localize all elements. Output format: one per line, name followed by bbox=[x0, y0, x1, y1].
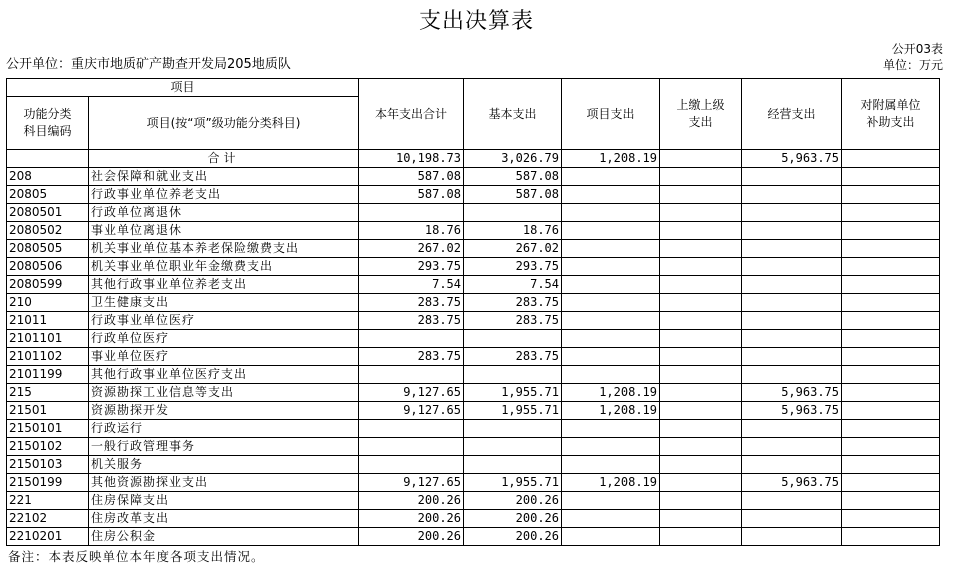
row-item-name: 其他行政事业单位养老支出 bbox=[89, 276, 359, 294]
row-project-expenditure bbox=[562, 456, 660, 474]
row-basic-expenditure: 283.75 bbox=[464, 312, 562, 330]
table-row bbox=[7, 330, 940, 348]
row-item-name: 其他行政事业单位医疗支出 bbox=[89, 366, 359, 384]
row-code: 221 bbox=[7, 492, 89, 510]
row-operating-expenditure bbox=[742, 222, 842, 240]
row-operating-expenditure bbox=[742, 204, 842, 222]
row-remitted-upper-level bbox=[660, 276, 742, 294]
row-total-expenditure bbox=[359, 366, 464, 384]
row-total-expenditure bbox=[359, 420, 464, 438]
total-v4 bbox=[660, 150, 742, 168]
row-code: 20805 bbox=[7, 186, 89, 204]
row-project-expenditure: 1,208.19 bbox=[562, 384, 660, 402]
row-code: 21011 bbox=[7, 312, 89, 330]
row-subsidiary-subsidy bbox=[842, 222, 940, 240]
row-code: 2080599 bbox=[7, 276, 89, 294]
row-basic-expenditure bbox=[464, 330, 562, 348]
row-project-expenditure bbox=[562, 348, 660, 366]
header-project: 项目 bbox=[7, 79, 359, 97]
row-project-expenditure bbox=[562, 528, 660, 546]
table-row bbox=[7, 402, 940, 420]
row-code: 2150103 bbox=[7, 456, 89, 474]
row-project-expenditure bbox=[562, 168, 660, 186]
header-operating-expenditure: 经营支出 bbox=[742, 79, 842, 150]
total-v6 bbox=[842, 150, 940, 168]
row-project-expenditure bbox=[562, 312, 660, 330]
row-remitted-upper-level bbox=[660, 438, 742, 456]
row-total-expenditure: 200.26 bbox=[359, 528, 464, 546]
row-operating-expenditure bbox=[742, 492, 842, 510]
row-project-expenditure bbox=[562, 420, 660, 438]
row-operating-expenditure bbox=[742, 276, 842, 294]
row-total-expenditure: 9,127.65 bbox=[359, 402, 464, 420]
page-title: 支出决算表 bbox=[418, 9, 534, 34]
row-operating-expenditure bbox=[742, 456, 842, 474]
row-operating-expenditure bbox=[742, 438, 842, 456]
row-basic-expenditure bbox=[464, 456, 562, 474]
row-basic-expenditure: 18.76 bbox=[464, 222, 562, 240]
row-code: 2080506 bbox=[7, 258, 89, 276]
row-basic-expenditure bbox=[464, 420, 562, 438]
row-remitted-upper-level bbox=[660, 456, 742, 474]
row-item-name: 其他资源勘探业支出 bbox=[89, 474, 359, 492]
row-item-name: 机关事业单位职业年金缴费支出 bbox=[89, 258, 359, 276]
row-operating-expenditure bbox=[742, 294, 842, 312]
expenditure-table bbox=[6, 78, 940, 546]
row-subsidiary-subsidy bbox=[842, 240, 940, 258]
table-row bbox=[7, 186, 940, 204]
total-v5: 5,963.75 bbox=[742, 150, 842, 168]
row-subsidiary-subsidy bbox=[842, 204, 940, 222]
table-row bbox=[7, 276, 940, 294]
row-project-expenditure: 1,208.19 bbox=[562, 402, 660, 420]
row-code: 2080502 bbox=[7, 222, 89, 240]
row-code: 208 bbox=[7, 168, 89, 186]
total-row bbox=[7, 150, 940, 168]
row-item-name: 行政运行 bbox=[89, 420, 359, 438]
table-row bbox=[7, 168, 940, 186]
row-basic-expenditure: 200.26 bbox=[464, 528, 562, 546]
row-basic-expenditure: 200.26 bbox=[464, 510, 562, 528]
reporting-organization: 公开单位：重庆市地质矿产勘查开发局205地质队 bbox=[6, 57, 291, 72]
row-subsidiary-subsidy bbox=[842, 330, 940, 348]
row-total-expenditure: 18.76 bbox=[359, 222, 464, 240]
row-code: 2080501 bbox=[7, 204, 89, 222]
row-project-expenditure bbox=[562, 186, 660, 204]
table-row bbox=[7, 474, 940, 492]
row-project-expenditure bbox=[562, 366, 660, 384]
row-remitted-upper-level bbox=[660, 258, 742, 276]
row-total-expenditure bbox=[359, 330, 464, 348]
row-basic-expenditure bbox=[464, 366, 562, 384]
header-total-expenditure: 本年支出合计 bbox=[359, 79, 464, 150]
row-subsidiary-subsidy bbox=[842, 294, 940, 312]
row-basic-expenditure: 1,955.71 bbox=[464, 402, 562, 420]
row-subsidiary-subsidy bbox=[842, 402, 940, 420]
row-basic-expenditure: 7.54 bbox=[464, 276, 562, 294]
row-basic-expenditure: 200.26 bbox=[464, 492, 562, 510]
row-basic-expenditure: 283.75 bbox=[464, 348, 562, 366]
row-remitted-upper-level bbox=[660, 240, 742, 258]
row-total-expenditure: 293.75 bbox=[359, 258, 464, 276]
table-row bbox=[7, 492, 940, 510]
row-item-name: 住房保障支出 bbox=[89, 492, 359, 510]
table-row bbox=[7, 240, 940, 258]
row-total-expenditure: 283.75 bbox=[359, 348, 464, 366]
row-subsidiary-subsidy bbox=[842, 510, 940, 528]
row-code: 2150101 bbox=[7, 420, 89, 438]
row-total-expenditure bbox=[359, 456, 464, 474]
table-row bbox=[7, 204, 940, 222]
row-code: 2101102 bbox=[7, 348, 89, 366]
row-basic-expenditure bbox=[464, 438, 562, 456]
row-code: 2101199 bbox=[7, 366, 89, 384]
row-total-expenditure: 200.26 bbox=[359, 492, 464, 510]
total-v2: 3,026.79 bbox=[464, 150, 562, 168]
table-row bbox=[7, 510, 940, 528]
row-operating-expenditure bbox=[742, 366, 842, 384]
row-code: 2150102 bbox=[7, 438, 89, 456]
row-remitted-upper-level bbox=[660, 168, 742, 186]
header-project-expenditure: 项目支出 bbox=[562, 79, 660, 150]
row-remitted-upper-level bbox=[660, 528, 742, 546]
row-subsidiary-subsidy bbox=[842, 366, 940, 384]
row-total-expenditure: 9,127.65 bbox=[359, 474, 464, 492]
row-subsidiary-subsidy bbox=[842, 420, 940, 438]
row-subsidiary-subsidy bbox=[842, 384, 940, 402]
row-operating-expenditure bbox=[742, 258, 842, 276]
row-code: 215 bbox=[7, 384, 89, 402]
table-row bbox=[7, 384, 940, 402]
row-item-name: 行政事业单位医疗 bbox=[89, 312, 359, 330]
row-subsidiary-subsidy bbox=[842, 186, 940, 204]
row-operating-expenditure bbox=[742, 240, 842, 258]
row-operating-expenditure bbox=[742, 420, 842, 438]
row-total-expenditure bbox=[359, 438, 464, 456]
table-row bbox=[7, 294, 940, 312]
row-item-name: 资源勘探工业信息等支出 bbox=[89, 384, 359, 402]
row-remitted-upper-level bbox=[660, 204, 742, 222]
row-project-expenditure bbox=[562, 276, 660, 294]
row-item-name: 资源勘探开发 bbox=[89, 402, 359, 420]
table-row bbox=[7, 456, 940, 474]
row-project-expenditure bbox=[562, 222, 660, 240]
row-project-expenditure bbox=[562, 294, 660, 312]
row-remitted-upper-level bbox=[660, 492, 742, 510]
header-subsidiary-subsidy: 对附属单位 补助支出 bbox=[842, 79, 940, 150]
table-row bbox=[7, 258, 940, 276]
row-operating-expenditure bbox=[742, 510, 842, 528]
table-row bbox=[7, 312, 940, 330]
row-project-expenditure: 1,208.19 bbox=[562, 474, 660, 492]
row-item-name: 事业单位医疗 bbox=[89, 348, 359, 366]
header-basic-expenditure: 基本支出 bbox=[464, 79, 562, 150]
row-basic-expenditure: 1,955.71 bbox=[464, 474, 562, 492]
row-basic-expenditure: 587.08 bbox=[464, 168, 562, 186]
row-operating-expenditure bbox=[742, 168, 842, 186]
table-row bbox=[7, 222, 940, 240]
row-total-expenditure: 283.75 bbox=[359, 294, 464, 312]
row-total-expenditure: 9,127.65 bbox=[359, 384, 464, 402]
row-code: 22102 bbox=[7, 510, 89, 528]
row-project-expenditure bbox=[562, 510, 660, 528]
row-basic-expenditure: 293.75 bbox=[464, 258, 562, 276]
row-item-name: 社会保障和就业支出 bbox=[89, 168, 359, 186]
row-subsidiary-subsidy bbox=[842, 258, 940, 276]
row-item-name: 卫生健康支出 bbox=[89, 294, 359, 312]
row-remitted-upper-level bbox=[660, 474, 742, 492]
row-operating-expenditure: 5,963.75 bbox=[742, 474, 842, 492]
row-basic-expenditure: 1,955.71 bbox=[464, 384, 562, 402]
row-operating-expenditure bbox=[742, 330, 842, 348]
currency-unit: 单位：万元 bbox=[882, 58, 943, 72]
row-project-expenditure bbox=[562, 258, 660, 276]
row-total-expenditure: 7.54 bbox=[359, 276, 464, 294]
row-total-expenditure: 587.08 bbox=[359, 186, 464, 204]
table-row bbox=[7, 528, 940, 546]
row-remitted-upper-level bbox=[660, 402, 742, 420]
total-label: 合计 bbox=[89, 150, 359, 168]
row-item-name: 事业单位离退休 bbox=[89, 222, 359, 240]
row-project-expenditure bbox=[562, 204, 660, 222]
row-operating-expenditure bbox=[742, 312, 842, 330]
row-code: 21501 bbox=[7, 402, 89, 420]
row-item-name: 机关事业单位基本养老保险缴费支出 bbox=[89, 240, 359, 258]
row-subsidiary-subsidy bbox=[842, 528, 940, 546]
table-row bbox=[7, 366, 940, 384]
row-remitted-upper-level bbox=[660, 186, 742, 204]
row-subsidiary-subsidy bbox=[842, 348, 940, 366]
row-project-expenditure bbox=[562, 330, 660, 348]
row-operating-expenditure: 5,963.75 bbox=[742, 402, 842, 420]
row-code: 210 bbox=[7, 294, 89, 312]
total-v3: 1,208.19 bbox=[562, 150, 660, 168]
table-row bbox=[7, 438, 940, 456]
row-subsidiary-subsidy bbox=[842, 456, 940, 474]
row-subsidiary-subsidy bbox=[842, 492, 940, 510]
row-remitted-upper-level bbox=[660, 222, 742, 240]
row-code: 2210201 bbox=[7, 528, 89, 546]
row-item-name: 住房公积金 bbox=[89, 528, 359, 546]
row-remitted-upper-level bbox=[660, 420, 742, 438]
row-item-name: 机关服务 bbox=[89, 456, 359, 474]
row-basic-expenditure: 283.75 bbox=[464, 294, 562, 312]
row-subsidiary-subsidy bbox=[842, 168, 940, 186]
table-row bbox=[7, 420, 940, 438]
header-remitted-upper-level: 上缴上级 支出 bbox=[660, 79, 742, 150]
row-subsidiary-subsidy bbox=[842, 474, 940, 492]
row-subsidiary-subsidy bbox=[842, 276, 940, 294]
row-basic-expenditure: 587.08 bbox=[464, 186, 562, 204]
row-item-name: 行政事业单位养老支出 bbox=[89, 186, 359, 204]
row-remitted-upper-level bbox=[660, 312, 742, 330]
header-item-name: 项目(按“项”级功能分类科目) bbox=[89, 97, 359, 150]
row-total-expenditure: 587.08 bbox=[359, 168, 464, 186]
row-item-name: 一般行政管理事务 bbox=[89, 438, 359, 456]
row-remitted-upper-level bbox=[660, 348, 742, 366]
row-item-name: 行政单位医疗 bbox=[89, 330, 359, 348]
row-operating-expenditure: 5,963.75 bbox=[742, 384, 842, 402]
row-code: 2150199 bbox=[7, 474, 89, 492]
row-remitted-upper-level bbox=[660, 366, 742, 384]
row-basic-expenditure: 267.02 bbox=[464, 240, 562, 258]
row-operating-expenditure bbox=[742, 348, 842, 366]
row-operating-expenditure bbox=[742, 528, 842, 546]
row-remitted-upper-level bbox=[660, 510, 742, 528]
row-item-name: 行政单位离退休 bbox=[89, 204, 359, 222]
row-subsidiary-subsidy bbox=[842, 312, 940, 330]
row-subsidiary-subsidy bbox=[842, 438, 940, 456]
row-operating-expenditure bbox=[742, 186, 842, 204]
row-total-expenditure: 267.02 bbox=[359, 240, 464, 258]
row-item-name: 住房改革支出 bbox=[89, 510, 359, 528]
row-remitted-upper-level bbox=[660, 294, 742, 312]
row-project-expenditure bbox=[562, 240, 660, 258]
table-row bbox=[7, 348, 940, 366]
row-total-expenditure bbox=[359, 204, 464, 222]
row-remitted-upper-level bbox=[660, 384, 742, 402]
row-total-expenditure: 200.26 bbox=[359, 510, 464, 528]
row-basic-expenditure bbox=[464, 204, 562, 222]
row-project-expenditure bbox=[562, 438, 660, 456]
row-project-expenditure bbox=[562, 492, 660, 510]
total-v1: 10,198.73 bbox=[359, 150, 464, 168]
header-function-code: 功能分类 科目编码 bbox=[7, 97, 89, 150]
form-number: 公开03表 bbox=[891, 42, 943, 56]
row-code: 2080505 bbox=[7, 240, 89, 258]
row-remitted-upper-level bbox=[660, 330, 742, 348]
footnote: 备注：本表反映单位本年度各项支出情况。 bbox=[8, 549, 265, 564]
row-code: 2101101 bbox=[7, 330, 89, 348]
row-total-expenditure: 283.75 bbox=[359, 312, 464, 330]
